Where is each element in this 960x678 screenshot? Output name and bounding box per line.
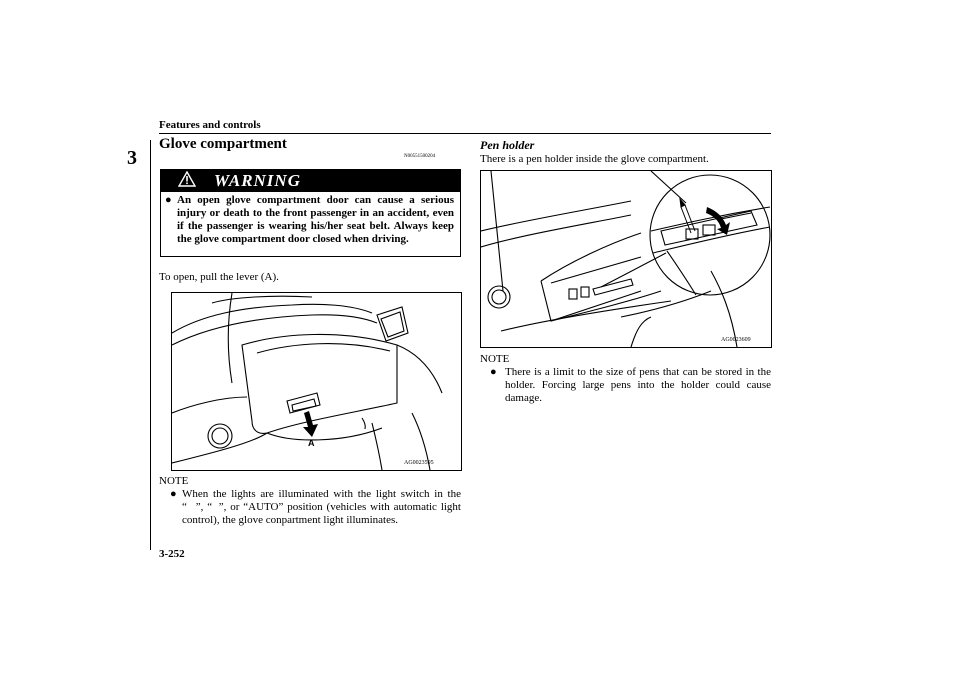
subsection-text: There is a pen holder inside the glove compartment.	[480, 153, 709, 165]
warning-label: WARNING	[214, 171, 301, 190]
chapter-tab-bar	[150, 140, 151, 550]
note-text: When the lights are illuminated with the light switch in the “ ”, “ ”, or “AUTO” position (vehicles with automatic light control), the glove conpartment light illuminates.	[182, 488, 461, 526]
glove-compartment-figure	[171, 292, 462, 471]
figure-code: AG0023595	[404, 460, 434, 466]
pen-holder-figure	[480, 170, 772, 348]
section-title: Glove compartment	[159, 136, 287, 152]
open-instruction: To open, pull the lever (A).	[159, 271, 279, 283]
running-header: Features and controls	[159, 119, 261, 131]
figure-code: AG0023609	[721, 337, 751, 343]
bullet-icon: ●	[165, 194, 172, 206]
warning-triangle-icon	[178, 171, 196, 187]
bullet-icon: ●	[490, 366, 497, 378]
note-text: There is a limit to the size of pens that can be stored in the holder. Forcing large pens into the holder could cause damage.	[505, 366, 771, 404]
note-label: NOTE	[159, 475, 189, 487]
page-number: 3-252	[159, 548, 185, 560]
callout-a: A	[308, 438, 315, 448]
chapter-tab-number: 3	[127, 147, 137, 169]
bullet-icon: ●	[170, 488, 177, 500]
header-rule	[159, 133, 771, 134]
warning-header	[160, 169, 461, 192]
warning-text: An open glove compartment door can cause a serious injury or death to the front passenger in an accident, even if the passenger is wearing his/her seat belt. Always keep the glove compartment door closed when driving.	[177, 194, 454, 245]
note-label: NOTE	[480, 353, 510, 365]
subsection-title: Pen holder	[480, 138, 535, 152]
section-code: N00551500204	[404, 154, 436, 159]
